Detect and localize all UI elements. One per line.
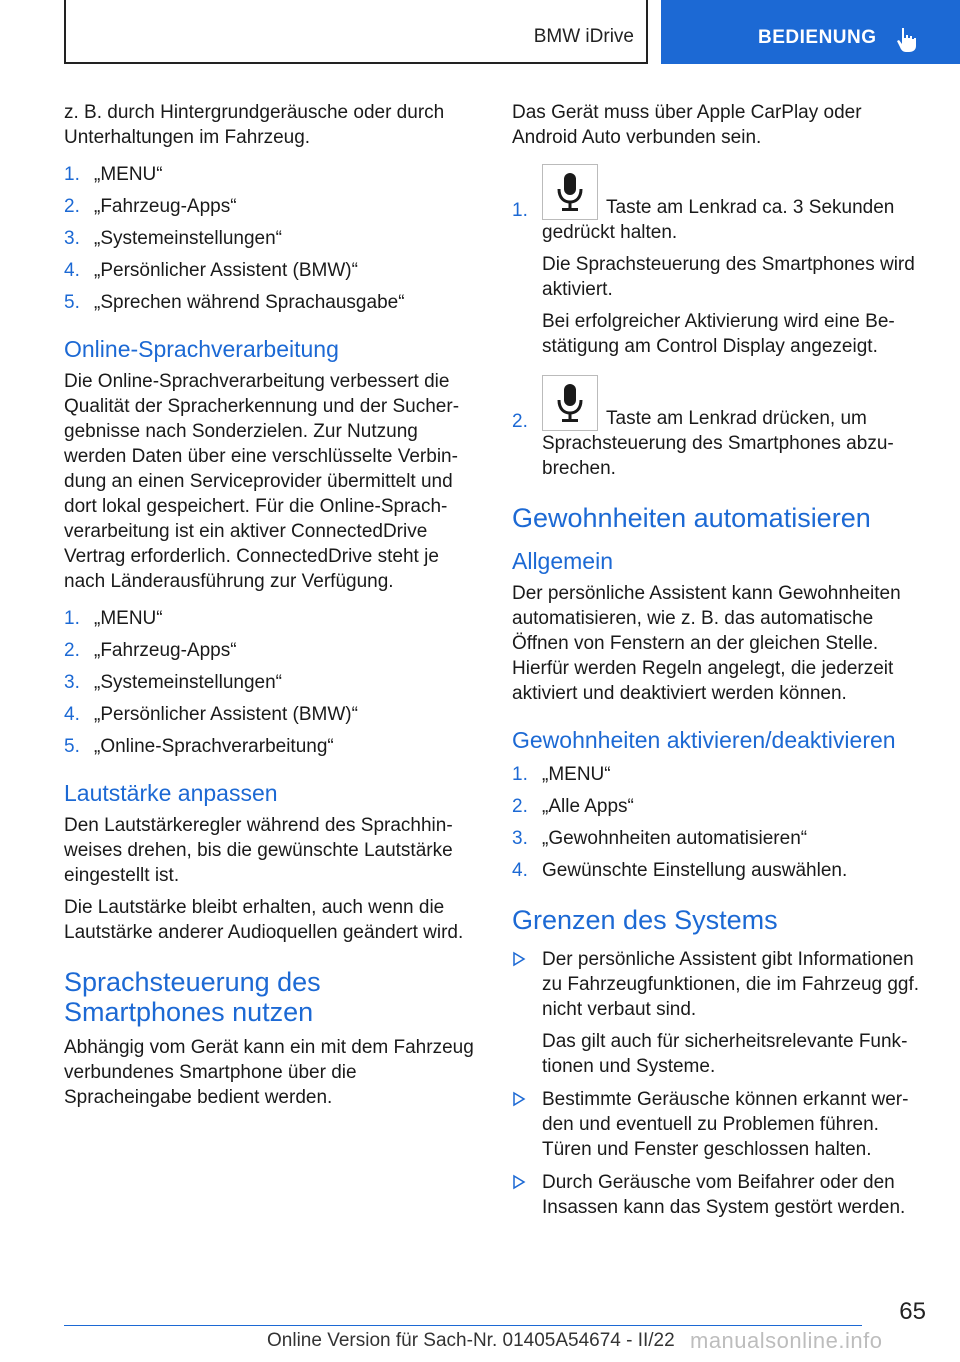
step-text: „Gewohnheiten automatisieren“ (542, 828, 808, 849)
list-item (64, 226, 478, 251)
step-text: Taste am Lenkrad drücken, um Sprachsteuerung des Smartphones abzubrechen. (542, 408, 894, 479)
step-number: 2. (512, 411, 528, 432)
step-text: „Fahrzeug-Apps“ (94, 196, 237, 217)
step-text: „Alle Apps“ (542, 796, 634, 817)
mic-step-1-sub1: Die Sprachsteuerung des Smartphones wird aktiviert. (542, 254, 915, 300)
microphone-icon (542, 164, 598, 220)
general-heading: Allgemein (512, 548, 613, 574)
smartphone-heading: Sprachsteuerung des Smartphones nutzen (64, 967, 321, 1027)
list-item (64, 194, 478, 219)
list-item (512, 794, 926, 819)
triangle-bullet-icon (512, 951, 526, 967)
menu-steps-habits (512, 762, 926, 883)
online-processing-heading: Online-Sprachverarbeitung (64, 336, 339, 362)
step-text: „Persönlicher Assistent (BMW)“ (94, 260, 358, 281)
menu-steps-speech-output (64, 162, 478, 315)
triangle-bullet-icon (512, 1174, 526, 1190)
footer-divider (64, 1325, 862, 1326)
list-item (512, 762, 926, 787)
intro-paragraph: z. B. durch Hintergrundgeräusche oder durch Unterhaltungen im Fahrzeug. (64, 102, 445, 148)
list-item (64, 606, 478, 631)
header-chapter-tab[interactable] (661, 0, 960, 64)
volume-paragraph-1: Den Lautstärkeregler während des Sprachhinweises drehen, bis die gewünschte Lautstärke eingestellt ist. (64, 815, 453, 886)
mic-step-line (542, 164, 926, 245)
habits-heading: Gewohnheiten automatisieren (512, 503, 871, 533)
mic-step-line (542, 375, 926, 481)
step-text: Gewünschte Einstellung auswählen. (542, 860, 848, 881)
list-item (512, 1170, 926, 1220)
list-item (512, 858, 926, 883)
device-paragraph: Das Gerät muss über Apple CarPlay oder Android Auto verbunden sein. (512, 102, 862, 148)
step-number: 1. (512, 764, 528, 785)
step-text: Taste am Lenkrad ca. 3 Sekunden gedrückt halten. (542, 197, 895, 243)
header-section-box (64, 0, 648, 64)
step-number: 2. (512, 796, 528, 817)
toggle-habits-heading: Gewohnheiten aktivieren/deaktivieren (512, 727, 896, 753)
step-number: 4. (64, 260, 80, 281)
list-item (64, 290, 478, 315)
list-item (512, 947, 926, 1079)
step-number: 3. (512, 828, 528, 849)
mic-step-1-sub2: Bei erfolgreicher Aktivierung wird eine Bestätigung am Control Display angezeigt. (542, 311, 895, 357)
list-item (64, 258, 478, 283)
mic-step-1 (512, 164, 926, 359)
general-paragraph: Der persönliche Assistent kann Gewohnheiten automatisieren, wie z. B. das automatische Öffnen von Fenstern an der gleichen Stelle. Hierfür werden Regeln angelegt, die jederzeit aktiviert und deaktiviert werden können. (512, 583, 901, 704)
step-text: „Persönlicher Assistent (BMW)“ (94, 704, 358, 725)
step-number: 2. (64, 196, 80, 217)
limits-heading: Grenzen des Systems (512, 905, 778, 935)
step-number: 1. (512, 200, 528, 221)
list-item (512, 826, 926, 851)
list-item (64, 734, 478, 759)
triangle-bullet-icon (512, 1091, 526, 1107)
list-item (64, 670, 478, 695)
step-number: 5. (64, 292, 80, 313)
step-text: „MENU“ (542, 764, 611, 785)
step-number: 4. (512, 860, 528, 881)
page-number: 65 (899, 1298, 926, 1325)
left-column (64, 100, 478, 1117)
header-chapter-title: BEDIENUNG (758, 27, 877, 48)
volume-heading: Lautstärke anpassen (64, 780, 278, 806)
online-processing-paragraph: Die Online-Sprachverarbeitung verbessert die Qualität der Spracherkennung und der Suchergebnisse nach Sonderzielen. Zur Nutzung werden Daten über eine verschlüsselte Verbindung an einen Serviceprovider übermittelt und dort lokal gespeichert. Für die Online-Sprachverarbeitung ist ein aktiver ConnectedDrive Vertrag erforderlich. ConnectedDrive steht je nach Länderausführung zur Verfügung. (64, 371, 460, 592)
step-text: „Sprechen während Sprachausgabe“ (94, 292, 405, 313)
step-text: „Online-Sprachverarbeitung“ (94, 736, 334, 757)
list-item (512, 1087, 926, 1162)
step-number: 2. (64, 640, 80, 661)
step-text: „Systemeinstellungen“ (94, 672, 282, 693)
right-column (512, 100, 926, 1228)
limits-list (512, 947, 926, 1220)
bullet-sub-text: Das gilt auch für sicherheitsrelevante Funktionen und Systeme. (542, 1031, 908, 1077)
list-item (64, 162, 478, 187)
watermark: manualsonline.info (690, 1328, 883, 1353)
volume-paragraph-2: Die Lautstärke bleibt erhalten, auch wenn die Lautstärke anderer Audioquellen geändert wird. (64, 897, 464, 943)
step-number: 1. (64, 608, 80, 629)
step-text: „MENU“ (94, 608, 163, 629)
step-text: „MENU“ (94, 164, 163, 185)
step-text: „Fahrzeug-Apps“ (94, 640, 237, 661)
header-section-title: BMW iDrive (533, 26, 634, 47)
smartphone-paragraph: Abhängig vom Gerät kann ein mit dem Fahrzeug verbundenes Smartphone über die Spracheingabe bedient werden. (64, 1037, 474, 1108)
step-number: 1. (64, 164, 80, 185)
step-number: 3. (64, 228, 80, 249)
bullet-text: Durch Geräusche vom Beifahrer oder den Insassen kann das System gestört werden. (542, 1172, 906, 1218)
step-number: 3. (64, 672, 80, 693)
menu-steps-online-processing (64, 606, 478, 759)
microphone-icon (542, 375, 598, 431)
list-item (64, 638, 478, 663)
step-number: 5. (64, 736, 80, 757)
pointing-hand-icon (894, 26, 920, 54)
bullet-text: Bestimmte Geräusche können erkannt werden und eventuell zu Problemen führen. Türen und Fenster geschlossen halten. (542, 1089, 909, 1160)
footer-online-version: Online Version für Sach-Nr. 01405A54674 - II/22 (267, 1330, 675, 1351)
list-item (64, 702, 478, 727)
bullet-text: Der persönliche Assistent gibt Informationen zu Fahrzeugfunktionen, die im Fahrzeug ggf. nicht verbaut sind. (542, 949, 920, 1020)
step-number: 4. (64, 704, 80, 725)
step-text: „Systemeinstellungen“ (94, 228, 282, 249)
mic-step-2 (512, 375, 926, 481)
